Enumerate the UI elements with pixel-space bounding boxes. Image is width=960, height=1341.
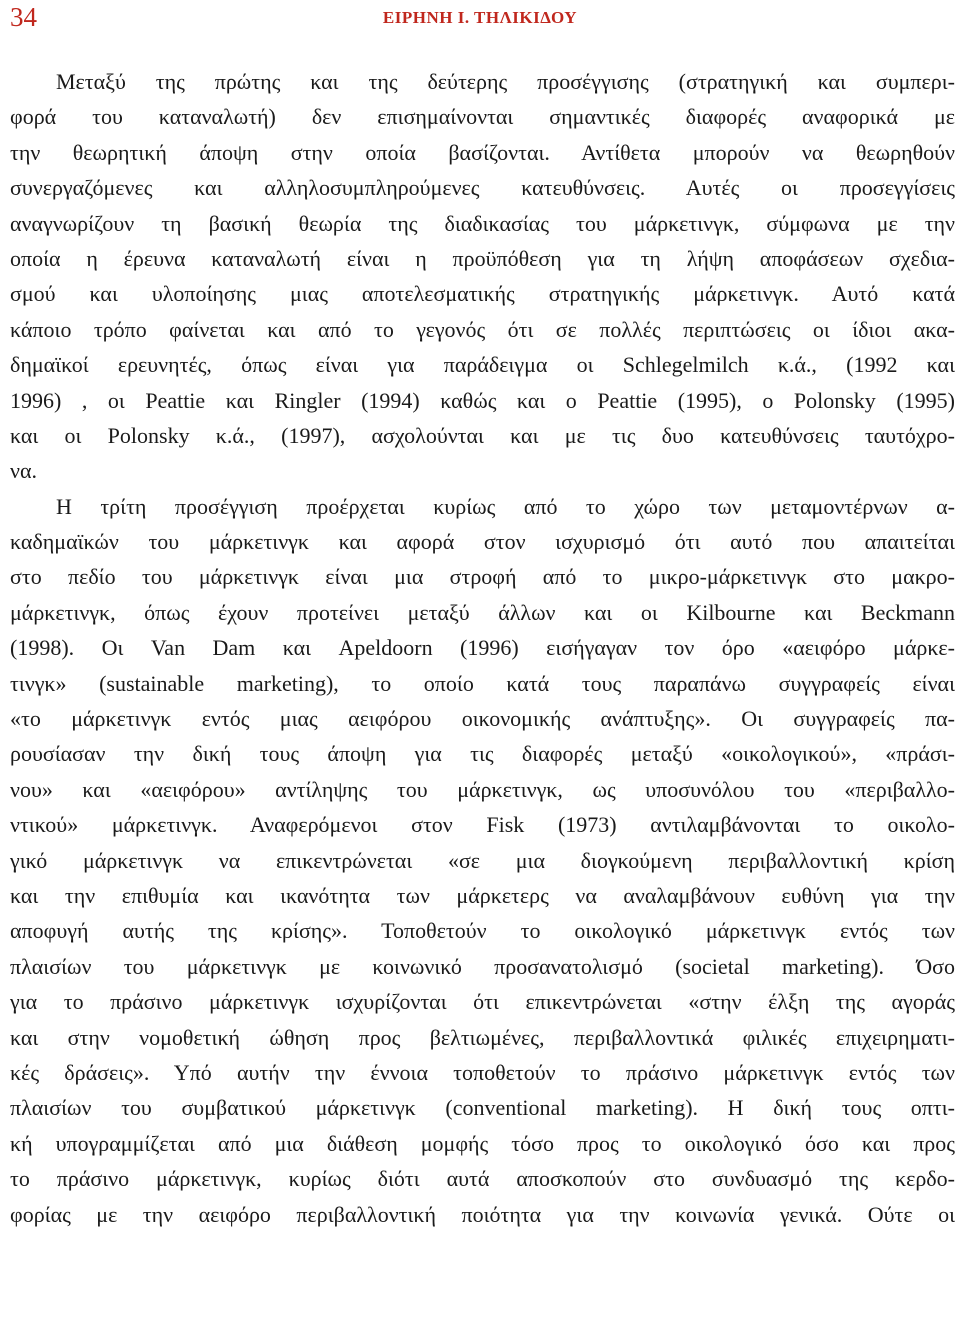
text-line: (1998). Οι Van Dam και Apeldoorn (1996) εισήγαγαν τον όρο «αειφόρο μάρκε- bbox=[10, 635, 955, 661]
text-line: για το πράσινο μάρκετινγκ ισχυρίζονται ότι επικεντρώνεται «στην έλξη της αγοράς bbox=[10, 989, 955, 1015]
text-line: το πράσινο μάρκετινγκ, κυρίως διότι αυτά αποσκοπούν στο συνδυασμό της κερδο- bbox=[10, 1166, 955, 1192]
text-line: κή υπογραμμίζεται από μια διάθεση μομφής τόσο προς το οικολογικό όσο και προς bbox=[10, 1130, 955, 1156]
text-line: τινγκ» (sustainable marketing), το οποίο κατά τους παραπάνω συγγραφείς είναι bbox=[10, 670, 955, 696]
text-line: κές δράσεις». Υπό αυτήν την έννοια τοποθετούν το πράσινο μάρκετινγκ εντός των bbox=[10, 1059, 955, 1085]
text-line: και την επιθυμία και ικανότητα των μάρκετερς να αναλαμβάνουν ευθύνη για την bbox=[10, 882, 955, 908]
text-line: 1996) , οι Peattie και Ringler (1994) καθώς και ο Peattie (1995), ο Polonsky (1995) bbox=[10, 387, 955, 413]
text-line: σμού και υλοποίησης μιας αποτελεσματικής στρατηγικής μάρκετινγκ. Αυτό κατά bbox=[10, 281, 955, 307]
text-line: αποφυγή αυτής της κρίσης». Τοποθετούν το οικολογικό μάρκετινγκ εντός των bbox=[10, 918, 955, 944]
text-line: νου» και «αειφόρου» αντίληψης του μάρκετινγκ, ως υποσυνόλου του «περιβαλλο- bbox=[10, 776, 955, 802]
text-line: στο πεδίο του μάρκετινγκ είναι μια στροφή από το μικρο-μάρκετινγκ στο μακρο- bbox=[10, 564, 955, 590]
text-line: φορίας με την αειφόρο περιβαλλοντική ποιότητα για την κοινωνία γενικά. Ούτε οι bbox=[10, 1201, 955, 1227]
text-line: να. bbox=[10, 458, 37, 484]
text-line: πλαισίων του συμβατικού μάρκετινγκ (conventional marketing). Η δική τους οπτι- bbox=[10, 1095, 955, 1121]
text-line: Η τρίτη προσέγγιση προέρχεται κυρίως από το χώρο των μεταμοντέρνων α- bbox=[56, 493, 955, 519]
text-line: Μεταξύ της πρώτης και της δεύτερης προσέγγισης (στρατηγική και συμπερι- bbox=[56, 69, 955, 94]
text-line: ρουσίασαν την δική τους άποψη για τις διαφορές μεταξύ «οικολογικού», «πράσι- bbox=[10, 741, 955, 767]
text-line: καδημαϊκών του μάρκετινγκ και αφορά στον ισχυρισμό ότι αυτό που απαιτείται bbox=[10, 529, 955, 555]
text-line: συνεργαζόμενες και αλληλοσυμπληρούμενες κατευθύνσεις. Αυτές οι προσεγγίσεις bbox=[10, 175, 955, 201]
page-header bbox=[0, 0, 960, 34]
text-line: και οι Polonsky κ.ά., (1997), ασχολούνται και με τις δυο κατευθύνσεις ταυτόχρο- bbox=[10, 422, 955, 448]
body-text bbox=[10, 64, 955, 1232]
text-line: «το μάρκετινγκ εντός μιας αειφόρου οικονομικής ανάπτυξης». Οι συγγραφείς πα- bbox=[10, 706, 955, 732]
text-line: πλαισίων του μάρκετινγκ με κοινωνικό προσανατολισμό (societal marketing). Όσο bbox=[10, 953, 955, 979]
text-line: μάρκετινγκ, όπως έχουν προτείνει μεταξύ άλλων και οι Kilbourne και Beckmann bbox=[10, 599, 955, 625]
text-line: κάποιο τρόπο φαίνεται και από το γεγονός ότι σε πολλές περιπτώσεις οι ίδιοι ακα- bbox=[10, 316, 955, 342]
text-line: ντικού» μάρκετινγκ. Αναφερόμενοι στον Fisk (1973) αντιλαμβάνονται το οικολο- bbox=[10, 812, 955, 838]
text-line: αναγνωρίζουν τη βασική θεωρία της διαδικασίας του μάρκετινγκ, σύμφωνα με την bbox=[10, 210, 955, 236]
text-line: και στην νομοθετική ώθηση προς βελτιωμένες, περιβαλλοντικά φιλικές επιχειρηματι- bbox=[10, 1024, 955, 1050]
text-line: την θεωρητική άποψη στην οποία βασίζονται. Αντίθετα μπορούν να θεωρηθούν bbox=[10, 139, 955, 165]
text-line: γικό μάρκετινγκ να επικεντρώνεται «σε μια διογκούμενη περιβαλλοντική κρίση bbox=[10, 847, 955, 873]
text-line: δημαϊκοί ερευνητές, όπως είναι για παράδειγμα οι Schlegelmilch κ.ά., (1992 και bbox=[10, 352, 955, 378]
running-head: ΕΙΡΗΝΗ Ι. ΤΗΛΙΚΙΔΟΥ bbox=[382, 8, 578, 27]
text-line: οποία η έρευνα καταναλωτή είναι η προϋπόθεση για τη λήψη αποφάσεων σχεδια- bbox=[10, 245, 955, 271]
text-line: φορά του καταναλωτή) δεν επισημαίνονται σημαντικές διαφορές αναφορικά με bbox=[10, 104, 955, 130]
page-number: 34 bbox=[10, 2, 37, 32]
